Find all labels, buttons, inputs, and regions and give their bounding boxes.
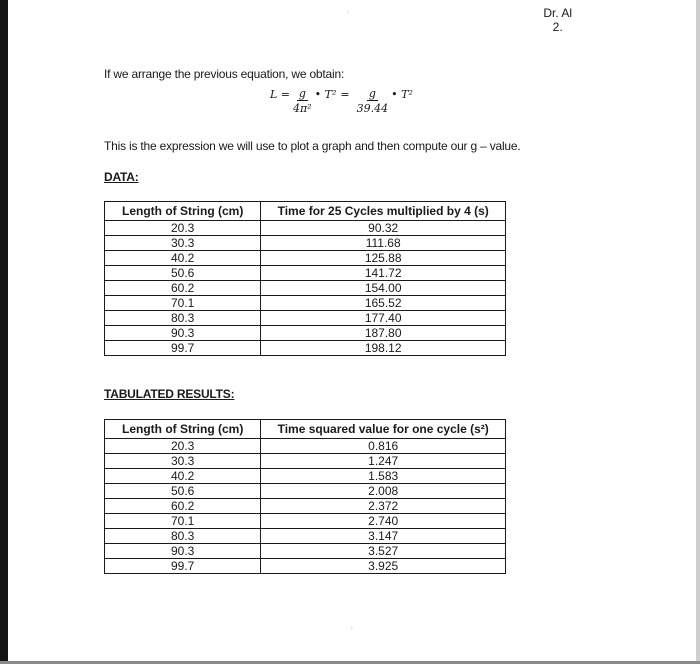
length-cell: 60.2 (105, 281, 261, 296)
time-squared-cell: 3.925 (261, 559, 506, 574)
table-row (105, 439, 506, 454)
page-number: 2. (552, 20, 563, 34)
column-header-time-squared: Time squared value for one cycle (s²) (261, 420, 506, 439)
length-cell: 30.3 (105, 454, 261, 469)
table-row (105, 251, 506, 266)
period-squared-term: • T² (391, 88, 413, 101)
length-cell: 50.6 (105, 266, 261, 281)
length-cell: 20.3 (105, 221, 261, 236)
length-cell: 80.3 (105, 311, 261, 326)
time-cell: 154.00 (261, 281, 506, 296)
length-cell: 99.7 (105, 559, 261, 574)
scan-mark: ' (347, 10, 349, 20)
length-cell: 70.1 (105, 296, 261, 311)
author-name: Dr. Al (543, 6, 572, 20)
length-cell: 60.2 (105, 499, 261, 514)
time-cell: 90.32 (261, 221, 506, 236)
column-header-length: Length of String (cm) (105, 420, 261, 439)
table-row (105, 544, 506, 559)
table-row (105, 236, 506, 251)
time-cell: 111.68 (261, 236, 506, 251)
column-header-time: Time for 25 Cycles multiplied by 4 (s) (261, 202, 506, 221)
time-cell: 141.72 (261, 266, 506, 281)
time-squared-cell: 3.527 (261, 544, 506, 559)
fraction-g-over-4pi2 (293, 88, 312, 115)
table-row (105, 311, 506, 326)
table-row (105, 499, 506, 514)
equation (270, 88, 413, 115)
time-squared-cell: 2.008 (261, 484, 506, 499)
length-cell: 99.7 (105, 341, 261, 356)
time-cell: 177.40 (261, 311, 506, 326)
fraction-g-over-constant (357, 88, 389, 115)
table-row (105, 454, 506, 469)
length-cell: 90.3 (105, 326, 261, 341)
table-header-row (105, 420, 506, 439)
length-cell: 30.3 (105, 236, 261, 251)
time-squared-cell: 0.816 (261, 439, 506, 454)
equation-lhs: L = (270, 88, 291, 101)
table-row (105, 266, 506, 281)
length-cell: 90.3 (105, 544, 261, 559)
right-page-edge (696, 0, 700, 664)
results-table (104, 419, 506, 574)
time-squared-cell: 3.147 (261, 529, 506, 544)
table-row (105, 484, 506, 499)
period-squared-term: • T² (314, 88, 337, 101)
length-cell: 20.3 (105, 439, 261, 454)
length-cell: 40.2 (105, 251, 261, 266)
time-cell: 165.52 (261, 296, 506, 311)
time-squared-cell: 2.740 (261, 514, 506, 529)
header-note (543, 6, 572, 34)
fraction-denominator: 39.44 (356, 102, 389, 115)
table-row (105, 326, 506, 341)
table-row (105, 296, 506, 311)
time-cell: 198.12 (261, 341, 506, 356)
table-row (105, 559, 506, 574)
fraction-denominator: 4π² (293, 102, 312, 115)
column-header-length: Length of String (cm) (105, 202, 261, 221)
length-cell: 50.6 (105, 484, 261, 499)
equals-sign: = (340, 88, 350, 101)
length-cell: 70.1 (105, 514, 261, 529)
table-row (105, 469, 506, 484)
time-cell: 125.88 (261, 251, 506, 266)
time-squared-cell: 1.247 (261, 454, 506, 469)
table-header-row (105, 202, 506, 221)
results-section-label: TABULATED RESULTS: (104, 387, 235, 401)
scan-mark: ' (351, 626, 353, 636)
intro-text: If we arrange the previous equation, we obtain: (104, 67, 345, 81)
table-row (105, 514, 506, 529)
time-squared-cell: 1.583 (261, 469, 506, 484)
data-table (104, 201, 506, 356)
time-cell: 187.80 (261, 326, 506, 341)
data-section-label: DATA: (104, 170, 139, 184)
fraction-numerator: g (298, 87, 306, 100)
fraction-numerator: g (368, 87, 376, 100)
length-cell: 40.2 (105, 469, 261, 484)
table-row (105, 341, 506, 356)
table-row (105, 529, 506, 544)
table-row (105, 281, 506, 296)
length-cell: 80.3 (105, 529, 261, 544)
expression-text: This is the expression we will use to plot a graph and then compute our g – value. (104, 139, 521, 153)
left-page-edge (0, 0, 8, 664)
time-squared-cell: 2.372 (261, 499, 506, 514)
table-row (105, 221, 506, 236)
